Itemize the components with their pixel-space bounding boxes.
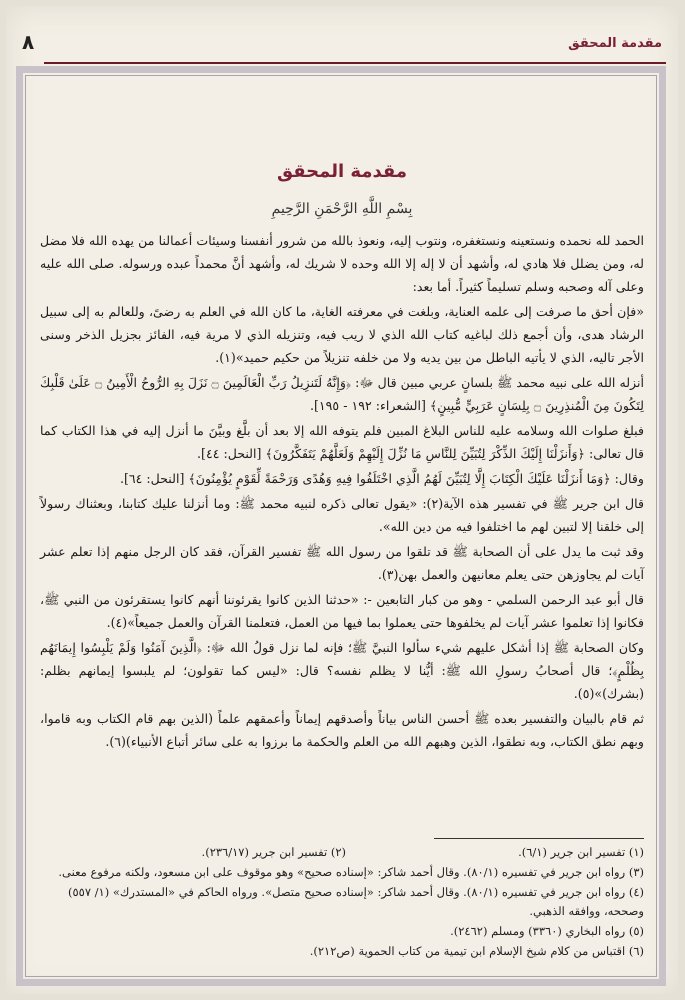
basmala: بِسْمِ اللَّهِ الرَّحْمَنِ الرَّحِيمِ: [271, 200, 413, 217]
footnote-6: (٦) اقتباس من كلام شيخ الإسلام ابن تيمية من كتاب الحموية (ص٢١٢).: [309, 943, 644, 958]
footnote-row-1: [40, 843, 644, 863]
footnote-3: (٣) رواه ابن جرير في تفسيره (٨٠/١). وقال أحمد شاكر: «إسناده صحيح» وهو موقوف على ابن مسعود، ولكنه مرفوع معنى.: [58, 864, 644, 879]
footnote-2: (٢) تفسير ابن جرير (٢٣٦/١٧).: [201, 845, 346, 859]
running-header-title: مقدمة المحقق: [568, 36, 662, 51]
paragraph-quote: «فإن أحق ما صرفت إلى علمه العناية، وبلغت في معرفته الغاية، ما كان الله في العلم به رضىً، وللعالم به إلى سبيل الرشاد هدى، وأن أجمع ذلك لباغيه كتاب الله الذي لا ريب فيه، وتنزيله الذي لا مرية فيه، الفائز بجزيل الذخر وسنى الأجر تاليه، الذي لا يأتيه الباطل من بين يديه ولا من خلفه تنزيلاً من حكيم حميد»(١).: [40, 303, 644, 365]
paragraph-verse-nahl: وقال: ﴿وَمَا أَنزَلْنَا عَلَيْكَ الْكِتَابَ إِلَّا لِتُبَيِّنَ لَهُمُ الَّذِي اخْتَلَفُوا فِيهِ وَهُدًى وَرَحْمَةً لِّقَوْمٍ يُؤْمِنُونَ﴾ [النحل: ٦٤].: [119, 470, 644, 486]
footnote-5: (٥) رواه البخاري (٣٣٦٠) ومسلم (٢٤٦٢).: [450, 924, 644, 939]
paragraph-revelation: أنزله الله على نبيه محمد ﷺ بلسانٍ عربي مبين قال ﷻ: ﴿وَإِنَّهُ لَتَنزِيلُ رَبِّ الْعَالَمِينَ ۝ نَزَلَ بِهِ الرُّوحُ الْأَمِينُ ۝ عَلَىٰ قَلْبِكَ لِتَكُونَ مِنَ الْمُنذِرِينَ ۝ بِلِسَانٍ عَرَبِيٍّ مُّبِينٍ﴾ [الشعراء: ١٩٢ - ١٩٥].: [40, 374, 644, 413]
footnote-1: (١) تفسير ابن جرير (٦/١).: [518, 845, 644, 859]
paragraph-question: وكان الصحابة ﷺ إذا أشكل عليهم شيء سألوا النبيَّ ﷺ؛ فإنه لما نزل قولُ الله ﷻ: ﴿الَّذِينَ آمَنُوا وَلَمْ يَلْبِسُوا إِيمَانَهُم بِظُلْمٍ﴾؛ قال أصحابُ رسولِ الله ﷺ: أيُّنا لا يظلم نفسه؟ قال: «ليس كما تقولون؛ لم يلبسوا إيمانهم بظلم: (بشرك)»(٥).: [40, 640, 644, 702]
paragraph-sulami: قال أبو عبد الرحمن السلمي - وهو من كبار التابعين -: «حدثنا الذين كانوا يقرئوننا أنهم كانوا يستقرئون من النبي ﷺ، فكانوا إذا تعلموا عشر آيات لم يخلفوها حتى يعملوا بما فيها من العمل، فتعلمنا القرآن والعمل جميعاً»(٤).: [40, 592, 644, 631]
main-text: [40, 156, 644, 755]
running-header: [18, 22, 666, 62]
footnotes: [40, 838, 644, 962]
page-number: ٨: [22, 30, 35, 54]
paragraph-conveyance: فبلغ صلوات الله وسلامه عليه للناس البلاغ المبين فلم يتوفه الله إلا بعد أن بلَّغ وبيَّنَ ما أنزل إليه في هذا الكتاب كما قال تعالى: ﴿وَأَنزَلْنَا إِلَيْكَ الذِّكْرَ لِتُبَيِّنَ لِلنَّاسِ مَا نُزِّلَ إِلَيْهِمْ وَلَعَلَّهُمْ يَتَفَكَّرُونَ﴾ [النحل: ٤٤].: [40, 422, 644, 461]
header-rule: [44, 62, 666, 64]
paragraph-explanation: ثم قام بالبيان والتفسير بعده ﷺ أحسن الناس بياناً وأصدقهم إيماناً وأعمقهم علماً (الذين بهم قام الكتاب وبه قاموا، وبهم نطق الكتاب، وبه نطقوا، الذين وهبهم الله من العلم والحكمة ما برزوا به على سائر أتباع الأنبياء)(٦).: [40, 711, 644, 750]
section-title: مقدمة المحقق: [277, 161, 407, 182]
paragraph-ibn-jarir: قال ابن جرير ﷺ في تفسير هذه الآية(٢): «يقول تعالى ذكره لنبيه محمد ﷺ: وما أنزلنا عليك كتابنا، وبعثناك رسولاً إلى خلقنا إلا لتبين لهم ما اختلفوا فيه من دين الله».: [40, 495, 644, 534]
book-page: [6, 6, 678, 994]
footnote-4: (٤) رواه ابن جرير في تفسيره (٨٠/١). وقال أحمد شاكر: «إسناده صحيح متصل». ورواه الحاكم في «المستدرك» (١/ ٥٥٧) وصححه، ووافقه الذهبي.: [67, 884, 644, 919]
paragraph-companions: وقد ثبت ما يدل على أن الصحابة ﷺ قد تلقوا من رسول الله ﷺ تفسير القرآن، فقد كان الرجل منهم إذا تعلم عشر آيات لم يجاوزهن حتى يعلم معانيهن والعمل بهن(٣).: [40, 543, 644, 582]
paragraph-opening: الحمد لله نحمده ونستعينه ونستغفره، ونتوب إليه، ونعوذ بالله من شرور أنفسنا وسيئات أعمالنا من يهده الله فلا مضل له، ومن يضلل فلا هادي له، وأشهد أن لا إله إلا الله وحده لا شريك له، وأشهد أنَّ محمداً عبده ورسوله. صلى الله عليه وعلى آله وصحبه وسلم تسليماً كثيراً. أما بعد:: [40, 232, 644, 294]
footnote-separator: [434, 838, 644, 839]
